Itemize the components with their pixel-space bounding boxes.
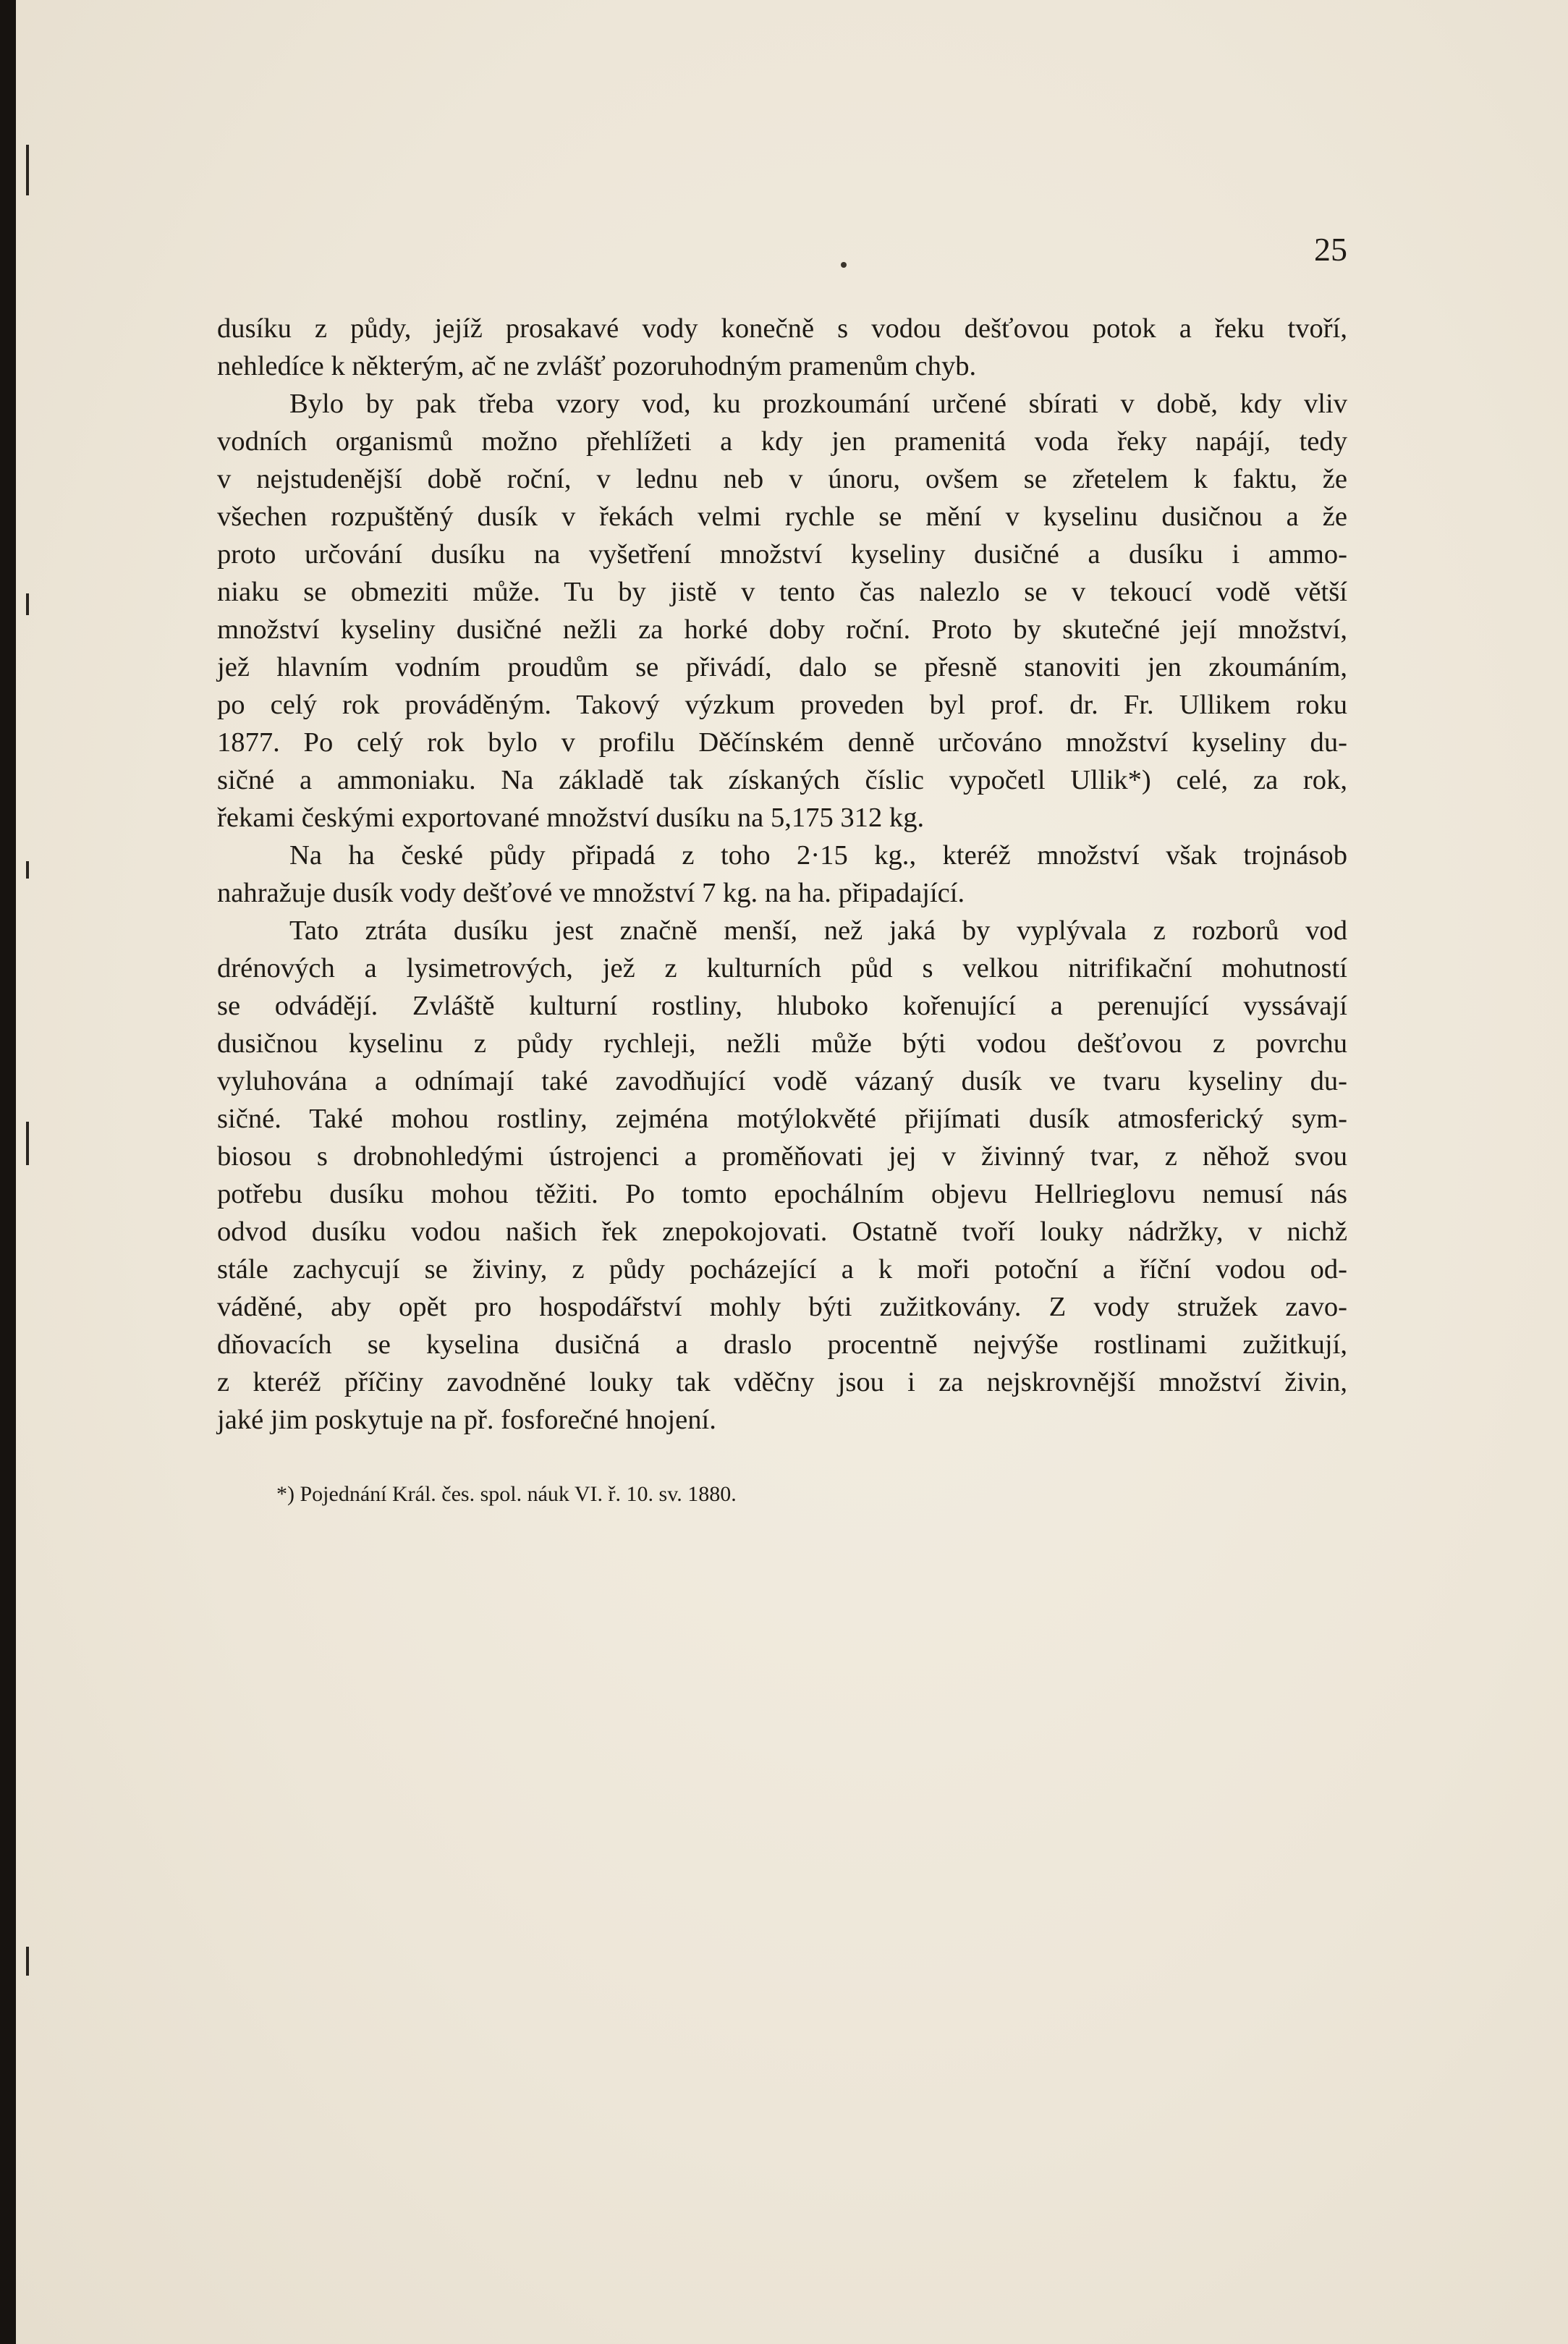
spine-mark: [26, 593, 29, 615]
footnote: *) Pojednání Král. čes. spol. náuk VI. ř. 10. sv. 1880.: [276, 1482, 737, 1506]
text-line: řekami českými exportované množství dusíku na 5,175 312 kg.: [217, 803, 925, 833]
text-line: niaku se obmeziti může. Tu by jistě v tento čas nalezlo se v tekoucí vodě větší: [217, 577, 1347, 607]
text-line: dusičnou kyselinu z půdy rychleji, nežli může býti vodou dešťovou z povrchu: [217, 1028, 1347, 1059]
text-line: jaké jim poskytuje na př. fosforečné hnojení.: [217, 1405, 716, 1435]
text-line: odvod dusíku vodou našich řek znepokojovati. Ostatně tvoří louky nádržky, v nichž: [217, 1217, 1347, 1247]
text-line: stále zachycují se živiny, z půdy pocházející a k moři potoční a říční vodou od-: [217, 1254, 1347, 1285]
text-line: v nejstudenější době roční, v lednu neb v únoru, ovšem se zřetelem k faktu, že: [217, 464, 1347, 494]
text-line: jež hlavním vodním proudům se přivádí, dalo se přesně stanoviti jen zkoumáním,: [217, 652, 1347, 682]
text-line: Na ha české půdy připadá z toho 2·15 kg., kteréž množství však trojnásob: [289, 840, 1347, 871]
text-line: proto určování dusíku na vyšetření množství kyseliny dusičné a dusíku i ammo-: [217, 539, 1347, 570]
ink-dot: [841, 262, 847, 268]
text-line: dňovacích se kyselina dusičná a draslo procentně nejvýše rostlinami zužitkují,: [217, 1329, 1347, 1360]
spine-mark: [26, 1122, 29, 1165]
spine-mark: [26, 861, 29, 879]
text-line: vodních organismů možno přehlížeti a kdy jen pramenitá voda řeky napájí, tedy: [217, 426, 1347, 457]
text-line: váděné, aby opět pro hospodářství mohly býti zužitkovány. Z vody stružek zavo-: [217, 1292, 1347, 1322]
text-line: sičné a ammoniaku. Na základě tak získaných číslic vypočetl Ullik*) celé, za rok,: [217, 765, 1347, 795]
text-line: se odvádějí. Zvláště kulturní rostliny, hluboko kořenující a perenující vyssávají: [217, 991, 1347, 1021]
text-line: Tato ztráta dusíku jest značně menší, než jaká by vyplývala z rozborů vod: [289, 915, 1347, 946]
text-line: všechen rozpuštěný dusík v řekách velmi rychle se mění v kyselinu dusičnou a že: [217, 502, 1347, 532]
spine-mark: [26, 145, 29, 195]
text-line: sičné. Také mohou rostliny, zejména motýlokvěté přijímati dusík atmosferický sym-: [217, 1104, 1347, 1134]
text-line: z kteréž příčiny zavodněné louky tak vděčny jsou i za nejskrovnější množství živin,: [217, 1367, 1347, 1397]
text-line: biosou s drobnohledými ústrojenci a proměňovati jej v živinný tvar, z něhož svou: [217, 1141, 1347, 1172]
page-number: 25: [1314, 231, 1347, 268]
text-line: Bylo by pak třeba vzory vod, ku prozkoumání určené sbírati v době, kdy vliv: [289, 389, 1347, 419]
text-line: vyluhována a odnímají také zavodňující vodě vázaný dusík ve tvaru kyseliny du-: [217, 1066, 1347, 1096]
book-page: [16, 0, 1568, 2344]
text-line: nahražuje dusík vody dešťové ve množství 7 kg. na ha. připadající.: [217, 878, 965, 908]
text-line: množství kyseliny dusičné nežli za horké doby roční. Proto by skutečné její množství,: [217, 614, 1347, 645]
text-line: po celý rok prováděným. Takový výzkum proveden byl prof. dr. Fr. Ullikem roku: [217, 690, 1347, 720]
text-line: dusíku z půdy, jejíž prosakavé vody konečně s vodou dešťovou potok a řeku tvoří,: [217, 313, 1347, 344]
text-line: 1877. Po celý rok bylo v profilu Děčínském denně určováno množství kyseliny du-: [217, 727, 1347, 758]
text-line: drénových a lysimetrových, jež z kulturních půd s velkou nitrifikační mohutností: [217, 953, 1347, 983]
text-line: potřebu dusíku mohou těžiti. Po tomto epochálním objevu Hellrieglovu nemusí nás: [217, 1179, 1347, 1209]
text-line: nehledíce k některým, ač ne zvlášť pozoruhodným pramenům chyb.: [217, 351, 977, 381]
spine-mark: [26, 1947, 29, 1976]
body-text: [217, 310, 1347, 1439]
